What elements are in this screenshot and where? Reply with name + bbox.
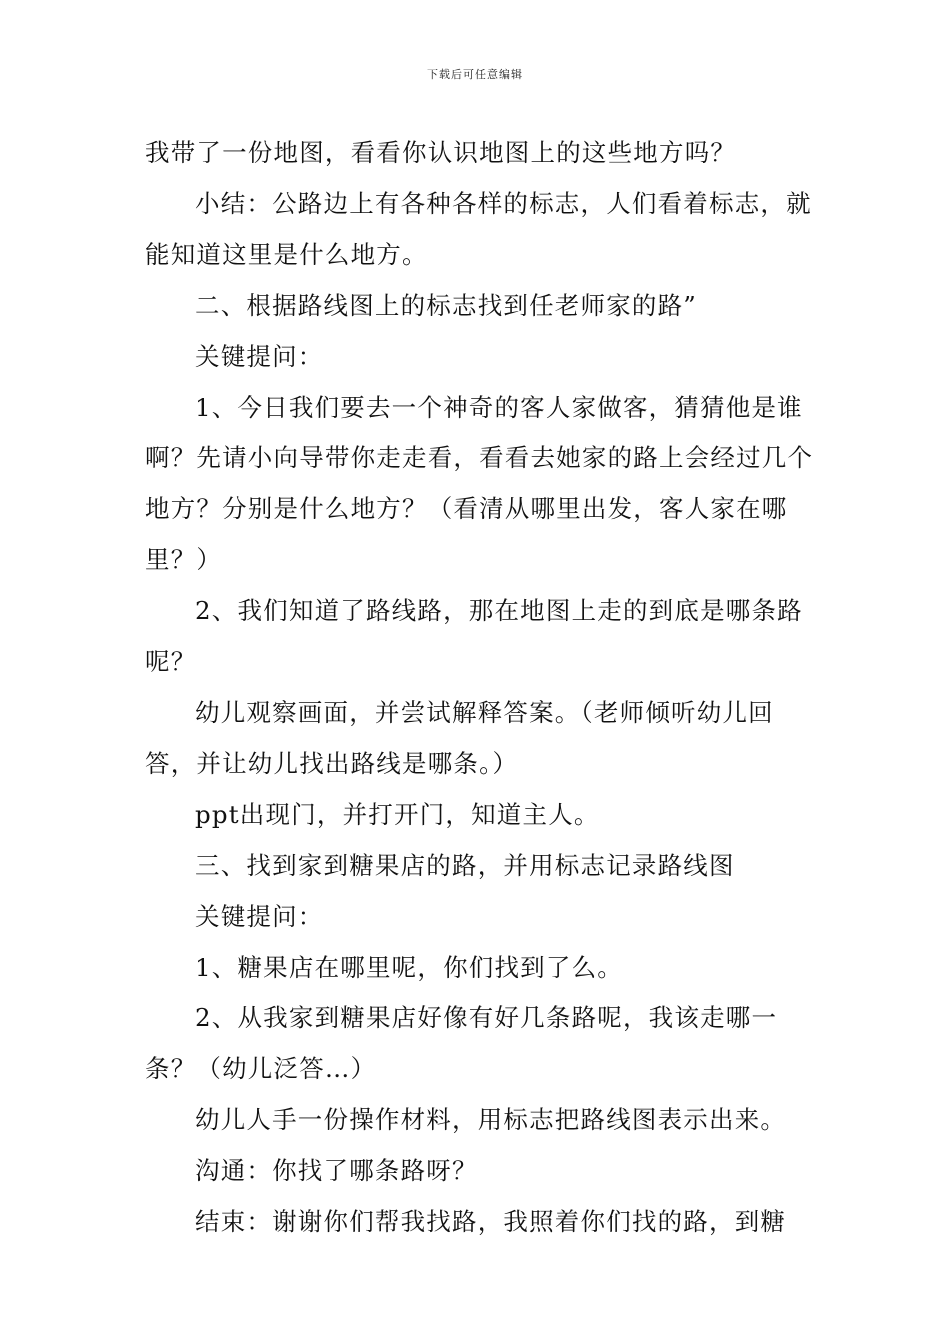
- paragraph: 小结：公路边上有各种各样的标志，人们看着标志，就能知道这里是什么地方。: [145, 188, 812, 269]
- paragraph: 关键提问：: [195, 341, 324, 371]
- paragraph: 关键提问：: [195, 901, 324, 931]
- paragraph: 幼儿观察画面，并尝试解释答案。（老师倾听幼儿回答，并让幼儿找出路线是哪条。）: [145, 697, 774, 778]
- page-header-note: 下载后可任意编辑: [427, 68, 523, 81]
- paragraph: 幼儿人手一份操作材料，用标志把路线图表示出来。: [195, 1105, 787, 1135]
- paragraph: 我带了一份地图，看看你认识地图上的这些地方吗？: [145, 138, 737, 167]
- paragraph: 2、我们知道了路线路，那在地图上走的到底是哪条路呢？: [145, 596, 803, 677]
- paragraph: 沟通：你找了哪条路呀？: [195, 1156, 478, 1186]
- paragraph: ppt出现门，并打开门，知道主人。: [195, 799, 600, 829]
- paragraph: 2、从我家到糖果店好像有好几条路呢，我该走哪一条？（幼儿泛答…）: [145, 1003, 778, 1084]
- paragraph: 结束：谢谢你们帮我找路，我照着你们找的路，到糖: [195, 1207, 787, 1237]
- paragraph: 1、今日我们要去一个神奇的客人家做客，猜猜他是谁啊？先请小向导带你走走看，看看去她家的路上会经过几个地方？分别是什么地方？（看清从哪里出发，客人家在哪里？）: [145, 392, 814, 575]
- document-body: [145, 128, 825, 1248]
- paragraph: 三、找到家到糖果店的路，并用标志记录路线图: [195, 850, 735, 880]
- paragraph: 二、根据路线图上的标志找到任老师家的路”: [195, 290, 698, 320]
- paragraph: 1、糖果店在哪里呢，你们找到了么。: [195, 952, 623, 982]
